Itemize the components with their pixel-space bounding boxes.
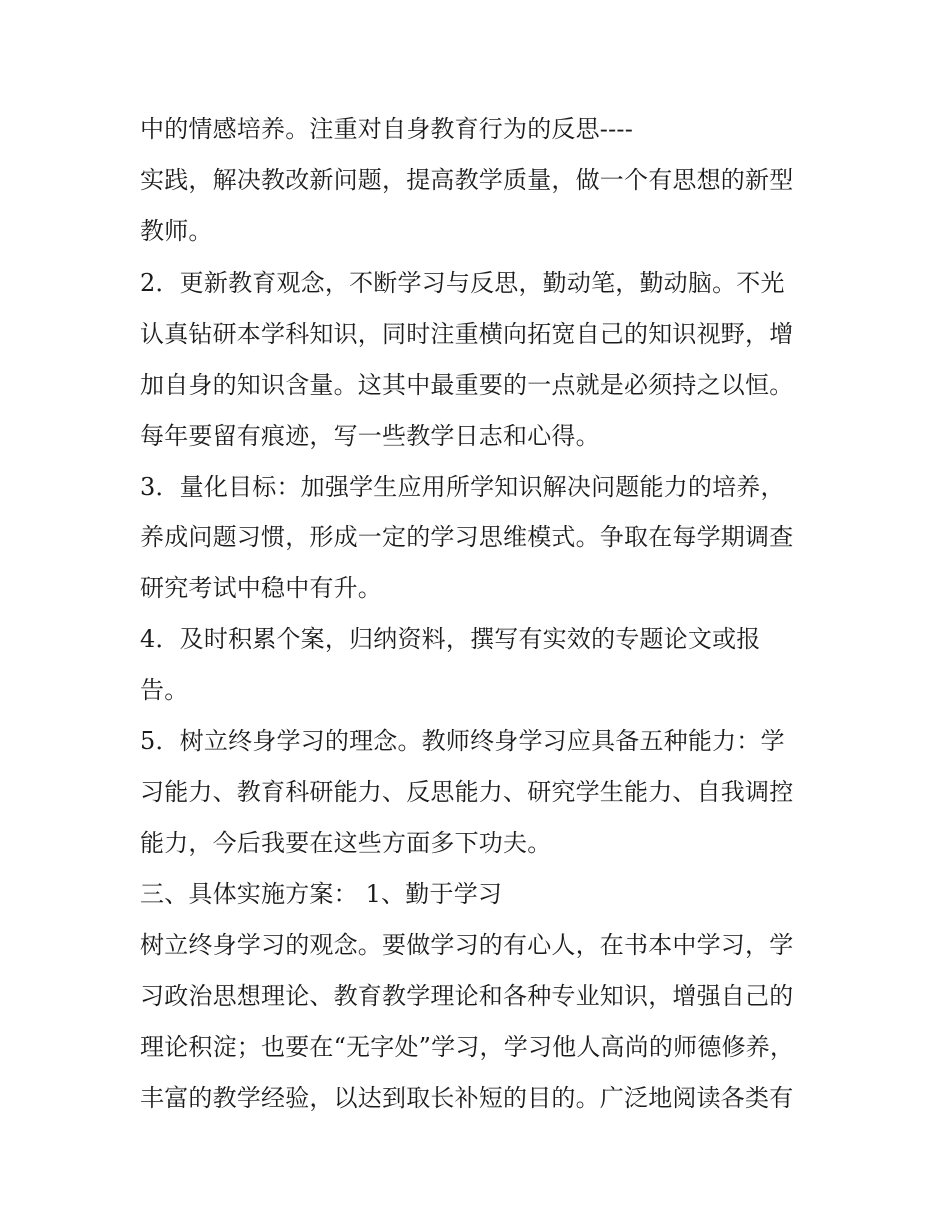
text-line: 习政治思想理论、教育教学理论和各种专业知识，增强自己的 [140,982,794,1010]
text-line: 告。 [140,676,189,704]
text-line: 认真钻研本学科知识，同时注重横向拓宽自己的知识视野，增 [140,320,794,348]
text-line: 研究考试中稳中有升。 [140,574,382,602]
text-line: 每年要留有痕迹，写一些教学日志和心得。 [140,422,600,450]
text-line: 2．更新教育观念，不断学习与反思，勤动笔，勤动脑。不光 [140,269,785,297]
text-line: 丰富的教学经验，以达到取长补短的目的。广泛地阅读各类有 [140,1084,794,1112]
text-line: 加自身的知识含量。这其中最重要的一点就是必须持之以恒。 [140,371,794,399]
text-line: 实践，解决教改新问题，提高教学质量，做一个有思想的新型 [140,166,794,194]
text-line: 5．树立终身学习的理念。教师终身学习应具备五种能力：学 [140,727,785,755]
text-line: 能力，今后我要在这些方面多下功夫。 [140,829,552,857]
section-heading: 三、具体实施方案： 1、勤于学习 [140,880,503,908]
text-line: 4．及时积累个案，归纳资料，撰写有实效的专题论文或报 [140,625,761,653]
text-line: 3．量化目标：加强学生应用所学知识解决问题能力的培养， [140,473,785,501]
text-line: 树立终身学习的观念。要做学习的有心人，在书本中学习，学 [140,931,794,959]
text-line: 习能力、教育科研能力、反思能力、研究学生能力、自我调控 [140,778,794,806]
text-line: 教师。 [140,217,213,245]
text-line: 理论积淀；也要在“无字处”学习，学习他人高尚的师德修养， [140,1033,795,1061]
text-line: 养成问题习惯，形成一定的学习思维模式。争取在每学期调查 [140,523,794,551]
text-line: 中的情感培养。注重对自身教育行为的反思---- [140,115,634,143]
